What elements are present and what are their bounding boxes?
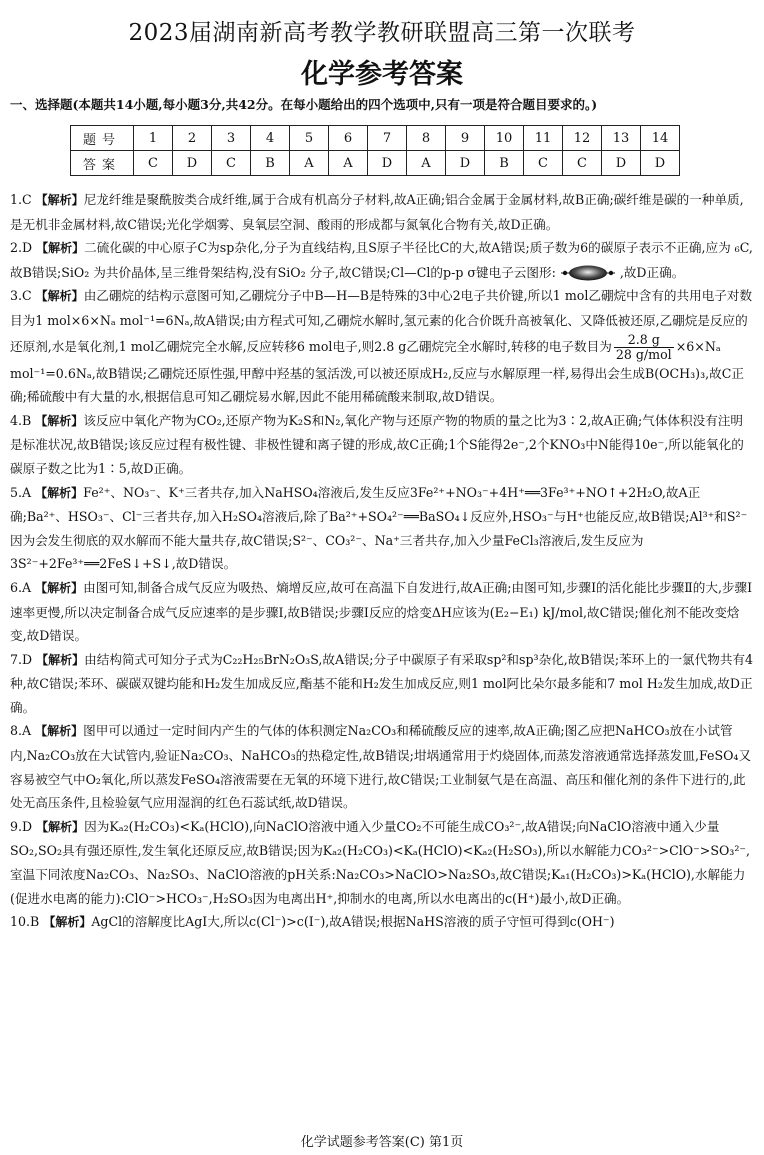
explanation-text: 因为Kₐ₂(H₂CO₃)<Kₐ(HClO),向NaClO溶液中通入少量CO₂不可能生成CO₃²⁻,故A错误;向NaClO溶液中通入少量SO₂,SO₂具有强还原性,发生氧化还原反应,故B错误;因为Kₐ₂(H₂CO₃)<Kₐ(HClO)<Kₐ₂(H₂SO₃),所以水解能力CO₃²⁻>ClO⁻>SO₃²⁻,室温下同浓度Na₂CO₃、Na₂SO₃、NaClO溶液的pH关系:Na₂CO₃>NaClO>Na₂SO₃,故C错误;Kₐ₁(H₂CO₃)>Kₐ(HClO),水解能力(促进水电离的能力):ClO⁻>HCO₃⁻,H₂SO₃因为电离出H⁺,抑制水的电离,所以水电离出的c(H⁺)最小,故D正确。 (10, 818, 751, 906)
question-number: 6.A (10, 579, 32, 595)
question-number: 5.A (10, 484, 32, 500)
question-number: 10.B (10, 914, 40, 930)
answer-cell: B (485, 151, 524, 176)
qnum-cell: 3 (212, 126, 251, 151)
explanation-text: Fe²⁺、NO₃⁻、K⁺三者共存,加入NaHSO₄溶液后,发生反应3Fe²⁺+NO₃⁻+4H⁺══3Fe³⁺+NO↑+2H₂O,故A正确;Ba²⁺、HSO₃⁻、Cl⁻三者共存,加入H₂SO₄溶液后,除了Ba²⁺+SO₄²⁻══BaSO₄↓反应外,HSO₃⁻与H⁺也能反应,故B错误;Al³⁺和S²⁻因为会发生彻底的双水解而不能大量共存,故C错误;S²⁻、CO₃²⁻、Na⁺三者共存,加入少量FeCl₃溶液后,发生反应为3S²⁻+2Fe³⁺══2FeS↓+S↓,故D错误。 (10, 484, 748, 572)
question-number: 7.D (10, 651, 33, 667)
explanation-item (10, 409, 754, 481)
question-number: 2.D (10, 240, 33, 256)
explanation-item (10, 815, 754, 910)
explanation-item (10, 188, 754, 236)
answer-cell: C (563, 151, 602, 176)
answer-cell: C (524, 151, 563, 176)
explanation-text: 二硫化碳的中心原子C为sp杂化,分子为直线结构,且S原子半径比C的大,故A错误;质子数为6的碳原子表示不正确,应为 ₆C,故B错误;SiO₂ 为共价晶体,呈三维骨架结构,没有SiO₂ 分子,故C错误;Cl—Cl的p-p σ键电子云图形: (10, 240, 753, 280)
qnum-cell: 10 (485, 126, 524, 151)
section-heading: 一、选择题(本题共14小题,每小题3分,共42分。在每小题给出的四个选项中,只有一项是符合题目要求的。) (10, 97, 598, 112)
answer-row (71, 151, 680, 176)
analysis-tag: 【解析】 (36, 241, 85, 256)
question-number-row (71, 126, 680, 151)
question-number: 8.A (10, 723, 32, 739)
question-number: 3.C (10, 288, 32, 304)
explanation-text: 由乙硼烷的结构示意图可知,乙硼烷分子中B—H—B是特殊的3中心2电子共价键,所以1 mol乙硼烷中含有的共用电子对数目为1 mol×6×Nₐ mol⁻¹=6Nₐ,故A错误;由方程式可知,乙硼烷水解时,氢元素的化合价既升高被氧化、又降低被还原,乙硼烷是反应的还原剂,水是氧化剂,1 mol乙硼烷完全水解,反应转移6 mol电子,则2.8 g乙硼烷完全水解时,转移的电子数目为 (10, 288, 753, 354)
qnum-cell: 11 (524, 126, 563, 151)
answer-cell: C (212, 151, 251, 176)
qnum-cell: 13 (602, 126, 641, 151)
analysis-tag: 【解析】 (35, 724, 84, 739)
answer-cell: D (368, 151, 407, 176)
explanation-item (10, 910, 754, 935)
answer-cell: D (641, 151, 680, 176)
explanation-item (10, 481, 754, 576)
explanation-item (10, 576, 754, 648)
answer-cell: A (407, 151, 446, 176)
row-label-number: 题号 (71, 126, 134, 151)
explanation-text: 该反应中氧化产物为CO₂,还原产物为K₂S和N₂,氧化产物与还原产物的物质的量之比为3∶2,故A正确;气体体积没有注明是标准状况,故B错误;该反应过程有极性键、非极性键和离子键的形成,故C正确;1个S能得2e⁻,2个KNO₃中N能得10e⁻,所以能氧化的碳原子数之比为1∶5,故D正确。 (10, 412, 744, 476)
explanations (10, 188, 754, 935)
explanation-item (10, 719, 754, 814)
fraction (614, 333, 674, 362)
fraction-numerator: 2.8 g (614, 333, 674, 348)
analysis-tag: 【解析】 (36, 819, 85, 834)
qnum-cell: 6 (329, 126, 368, 151)
p-p-sigma-electron-cloud-icon (559, 265, 617, 281)
analysis-tag: 【解析】 (35, 580, 84, 595)
qnum-cell: 8 (407, 126, 446, 151)
fraction-denominator: 28 g/mol (615, 346, 672, 362)
answer-cell: D (602, 151, 641, 176)
qnum-cell: 9 (446, 126, 485, 151)
answer-cell: A (329, 151, 368, 176)
row-label-answer: 答案 (71, 151, 134, 176)
exam-title: 2023届湖南新高考教学教研联盟高三第一次联考 (128, 20, 636, 46)
answer-cell: B (251, 151, 290, 176)
qnum-cell: 2 (173, 126, 212, 151)
page-title: 化学参考答案 (301, 59, 463, 90)
explanation-item (10, 648, 754, 720)
answer-cell: C (134, 151, 173, 176)
question-number: 1.C (10, 192, 32, 207)
explanation-text: 由结构简式可知分子式为C₂₂H₂₅BrN₂O₃S,故A错误;分子中碳原子有采取sp²和sp³杂化,故B错误;苯环上的一氯代物共有4种,故C错误;苯环、碳碳双键均能和H₂发生加成反应,酯基不能和H₂发生加成反应,则1 mol阿比朵尔最多能和7 mol H₂发生加成,故D正确。 (10, 651, 754, 715)
explanation-text-cont: ,故D正确。 (619, 264, 685, 280)
answer-cell: D (446, 151, 485, 176)
analysis-tag: 【解析】 (35, 413, 84, 428)
qnum-cell: 1 (134, 126, 173, 151)
answer-table (70, 125, 680, 176)
explanation-item (10, 236, 754, 284)
explanation-text-cont: ×6×Nₐ mol⁻¹=0.6Nₐ,故B错误;乙硼烷还原性强,甲醇中羟基的氢活泼,可以被还原成H₂,反应与水解原理一样,易得出会生成B(OCH₃)₃,故C正确;稀硫酸中有大量的水,根据信息可知乙硼烷易水解,因此不能用稀硫酸来制取,故D错误。 (10, 338, 744, 405)
analysis-tag: 【解析】 (35, 193, 84, 207)
analysis-tag: 【解析】 (35, 289, 84, 304)
explanation-text: AgCl的溶解度比AgI大,所以c(Cl⁻)>c(I⁻),故A错误;根据NaHS溶液的质子守恒可得到c(OH⁻) (91, 914, 615, 930)
page-footer: 化学试题参考答案(C) 第1页 (300, 1135, 464, 1150)
question-number: 4.B (10, 412, 32, 428)
qnum-cell: 14 (641, 126, 680, 151)
answer-cell: D (173, 151, 212, 176)
analysis-tag: 【解析】 (36, 652, 85, 667)
analysis-tag: 【解析】 (43, 915, 92, 930)
qnum-cell: 12 (563, 126, 602, 151)
analysis-tag: 【解析】 (35, 485, 84, 500)
qnum-cell: 4 (251, 126, 290, 151)
question-number: 9.D (10, 818, 33, 834)
explanation-text: 由图可知,制备合成气反应为吸热、熵增反应,故可在高温下自发进行,故A正确;由图可知,步骤Ⅰ的活化能比步骤Ⅱ的大,步骤Ⅰ速率更慢,所以决定制备合成气反应速率的是步骤Ⅰ,故B错误;步骤Ⅰ反应的焓变ΔH应该为(E₂−E₁) kJ/mol,故C错误;催化剂不能改变焓变,故D错误。 (10, 579, 753, 644)
qnum-cell: 7 (368, 126, 407, 151)
answer-cell: A (290, 151, 329, 176)
explanation-item (10, 284, 754, 408)
explanation-text: 尼龙纤维是聚酰胺类合成纤维,属于合成有机高分子材料,故A正确;铝合金属于金属材料,故B正确;碳纤维是碳的一种单质,是无机非金属材料,故C错误;光化学烟雾、臭氧层空洞、酸雨的形成都与氮氧化合物有关,故D正确。 (10, 192, 744, 232)
qnum-cell: 5 (290, 126, 329, 151)
explanation-text: 图甲可以通过一定时间内产生的气体的体积测定Na₂CO₃和稀硫酸反应的速率,故A正确;图乙应把NaHCO₃放在小试管内,Na₂CO₃放在大试管内,验证Na₂CO₃、NaHCO₃的热稳定性,故B错误;坩埚通常用于灼烧固体,而蒸发溶液通常选择蒸发皿,FeSO₄又容易被空气中O₂氧化,所以蒸发FeSO₄溶液需要在无氧的环境下进行,故C错误;工业制氨气是在高温、高压和催化剂的条件下进行的,此处无高压条件,且检验氨气应用湿润的红色石蕊试纸,故D错误。 (10, 723, 752, 811)
